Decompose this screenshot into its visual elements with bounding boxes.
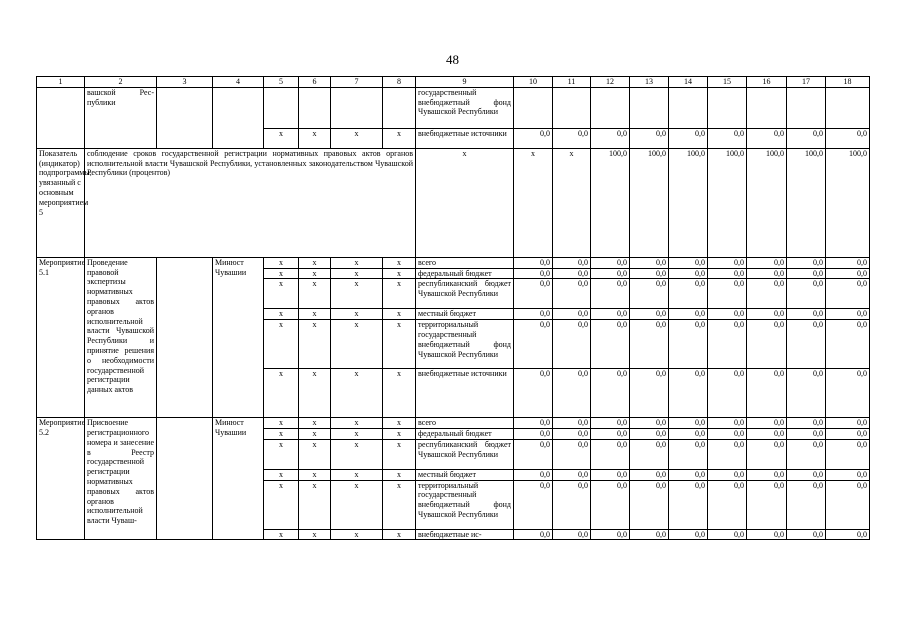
value-cell: 0,0: [708, 439, 747, 469]
value-cell: 0,0: [591, 320, 630, 369]
value-cell: 0,0: [787, 309, 826, 320]
empty-cell: [331, 87, 383, 128]
x-mark: x: [383, 309, 416, 320]
column-number: 8: [383, 77, 416, 88]
value-cell: 0,0: [669, 439, 708, 469]
x-mark: x: [264, 529, 299, 540]
column-number: 10: [514, 77, 553, 88]
empty-cell: [787, 87, 826, 128]
value-cell: 0,0: [669, 428, 708, 439]
column-number: 1: [37, 77, 85, 88]
column-number: 4: [213, 77, 264, 88]
table-row: [37, 257, 870, 268]
x-mark: x: [299, 257, 331, 268]
column-number: 2: [85, 77, 157, 88]
empty-cell: [553, 87, 591, 128]
value-cell: 0,0: [553, 279, 591, 309]
value-cell: 0,0: [708, 369, 747, 418]
value-cell: 0,0: [826, 480, 870, 529]
value-cell: 0,0: [591, 428, 630, 439]
column-number: 13: [630, 77, 669, 88]
value-cell: 0,0: [514, 128, 553, 148]
value-cell: 0,0: [514, 309, 553, 320]
value-cell: 0,0: [591, 469, 630, 480]
column-number: 9: [416, 77, 514, 88]
x-mark: x: [299, 428, 331, 439]
funding-source: всего: [416, 257, 514, 268]
x-mark: x: [331, 480, 383, 529]
value-cell: 0,0: [669, 309, 708, 320]
value-cell: 0,0: [708, 320, 747, 369]
empty-cell: [37, 128, 85, 148]
value-cell: 0,0: [708, 279, 747, 309]
x-mark: x: [264, 257, 299, 268]
x-mark: x: [383, 428, 416, 439]
x-mark: x: [383, 418, 416, 429]
x-mark: x: [331, 268, 383, 279]
x-mark: x: [264, 428, 299, 439]
value-cell: 0,0: [747, 439, 787, 469]
x-mark: x: [299, 369, 331, 418]
event-executor: Минюст Чувашии: [213, 257, 264, 417]
value-cell: 0,0: [708, 529, 747, 540]
value-cell: 0,0: [591, 257, 630, 268]
value-cell: 0,0: [826, 369, 870, 418]
x-mark: x: [264, 369, 299, 418]
value-cell: 0,0: [787, 279, 826, 309]
x-mark: x: [331, 309, 383, 320]
empty-cell: [213, 87, 264, 128]
x-mark: x: [299, 268, 331, 279]
x-mark: x: [383, 257, 416, 268]
value-cell: 0,0: [591, 439, 630, 469]
empty-cell: [264, 87, 299, 128]
value-cell: 0,0: [630, 428, 669, 439]
indicator-value: 100,0: [591, 148, 630, 257]
value-cell: 0,0: [669, 369, 708, 418]
value-cell: 0,0: [826, 279, 870, 309]
value-cell: 0,0: [747, 268, 787, 279]
value-cell: 0,0: [553, 529, 591, 540]
empty-cell: [213, 128, 264, 148]
funding-source: государственный внебюджетный фонд Чувашской Республики: [416, 87, 514, 128]
value-cell: 0,0: [514, 439, 553, 469]
value-cell: 0,0: [630, 369, 669, 418]
value-cell: 0,0: [553, 469, 591, 480]
x-mark: x: [299, 529, 331, 540]
value-cell: 0,0: [630, 320, 669, 369]
funding-source: внебюджетные ис-: [416, 529, 514, 540]
x-mark: x: [383, 128, 416, 148]
value-cell: 0,0: [591, 268, 630, 279]
funding-source: территориальный государственный внебюджетный фонд Чувашской Республики: [416, 480, 514, 529]
value-cell: 0,0: [591, 529, 630, 540]
value-cell: 0,0: [553, 418, 591, 429]
column-number: 7: [331, 77, 383, 88]
value-cell: 0,0: [787, 128, 826, 148]
value-cell: 0,0: [630, 257, 669, 268]
x-mark: x: [264, 418, 299, 429]
value-cell: 0,0: [630, 439, 669, 469]
column-number: 17: [787, 77, 826, 88]
x-mark: x: [331, 529, 383, 540]
value-cell: 0,0: [787, 469, 826, 480]
value-cell: 0,0: [708, 268, 747, 279]
empty-cell: [37, 87, 85, 128]
x-mark: x: [383, 439, 416, 469]
value-cell: 0,0: [787, 480, 826, 529]
table-row: [37, 87, 870, 128]
value-cell: 0,0: [630, 529, 669, 540]
value-cell: 0,0: [514, 469, 553, 480]
value-cell: 0,0: [708, 128, 747, 148]
value-cell: 0,0: [826, 439, 870, 469]
event-id: Мероприятие 5.1: [37, 257, 85, 417]
column-number: 15: [708, 77, 747, 88]
value-cell: 0,0: [669, 279, 708, 309]
value-cell: 0,0: [787, 529, 826, 540]
value-cell: 0,0: [591, 279, 630, 309]
value-cell: 0,0: [787, 428, 826, 439]
value-cell: 0,0: [514, 529, 553, 540]
x-mark: x: [416, 148, 514, 257]
value-cell: 0,0: [514, 257, 553, 268]
value-cell: 0,0: [826, 309, 870, 320]
event-name: Проведение правовой экспертизы нормативных правовых актов органов исполнительной власти Чувашской Республики и принятие решения о необходимости государственной регистрации данных актов: [85, 257, 157, 417]
x-mark: x: [299, 279, 331, 309]
value-cell: 0,0: [826, 128, 870, 148]
x-mark: x: [264, 320, 299, 369]
value-cell: 0,0: [747, 257, 787, 268]
value-cell: 0,0: [708, 428, 747, 439]
value-cell: 0,0: [553, 369, 591, 418]
x-mark: x: [264, 480, 299, 529]
x-mark: x: [264, 309, 299, 320]
value-cell: 0,0: [553, 320, 591, 369]
value-cell: 0,0: [747, 369, 787, 418]
empty-cell: [747, 87, 787, 128]
value-cell: 0,0: [553, 480, 591, 529]
empty-cell: [514, 87, 553, 128]
value-cell: 0,0: [826, 418, 870, 429]
value-cell: 0,0: [826, 529, 870, 540]
value-cell: 0,0: [669, 418, 708, 429]
value-cell: 0,0: [708, 309, 747, 320]
value-cell: 0,0: [553, 268, 591, 279]
empty-cell: [85, 128, 157, 148]
x-mark: x: [331, 469, 383, 480]
column-number: 11: [553, 77, 591, 88]
column-number: 18: [826, 77, 870, 88]
x-mark: x: [331, 128, 383, 148]
value-cell: 0,0: [514, 418, 553, 429]
empty-cell: [591, 87, 630, 128]
x-mark: x: [264, 469, 299, 480]
value-cell: 0,0: [787, 268, 826, 279]
value-cell: 0,0: [514, 428, 553, 439]
funding-source: федеральный бюджет: [416, 268, 514, 279]
value-cell: 0,0: [747, 480, 787, 529]
x-mark: x: [383, 480, 416, 529]
empty-cell: [157, 418, 213, 540]
value-cell: 0,0: [553, 257, 591, 268]
program-table: [36, 76, 870, 540]
indicator-value: 100,0: [826, 148, 870, 257]
value-cell: 0,0: [826, 428, 870, 439]
x-mark: x: [264, 439, 299, 469]
value-cell: 0,0: [630, 279, 669, 309]
value-cell: 0,0: [826, 257, 870, 268]
x-mark: x: [331, 257, 383, 268]
empty-cell: [383, 87, 416, 128]
x-mark: x: [299, 320, 331, 369]
value-cell: 0,0: [747, 418, 787, 429]
x-mark: x: [264, 128, 299, 148]
value-cell: 0,0: [826, 469, 870, 480]
value-cell: 0,0: [787, 320, 826, 369]
column-number: 16: [747, 77, 787, 88]
funding-source: местный бюджет: [416, 469, 514, 480]
value-cell: 0,0: [514, 480, 553, 529]
value-cell: 0,0: [553, 428, 591, 439]
value-cell: 0,0: [669, 469, 708, 480]
funding-source: всего: [416, 418, 514, 429]
indicator-value: 100,0: [669, 148, 708, 257]
empty-cell: [630, 87, 669, 128]
event-name: Присвоение регистрационного номера и занесение в Реестр государственной регистрации нормативных правовых актов органов исполнительной власти Чуваш-: [85, 418, 157, 540]
funding-source: республиканский бюджет Чувашской Республики: [416, 439, 514, 469]
value-cell: 0,0: [747, 128, 787, 148]
indicator-value: 100,0: [747, 148, 787, 257]
x-mark: x: [331, 279, 383, 309]
x-mark: x: [299, 309, 331, 320]
indicator-value: 100,0: [787, 148, 826, 257]
value-cell: 0,0: [787, 369, 826, 418]
empty-cell: [157, 128, 213, 148]
x-mark: x: [383, 529, 416, 540]
value-cell: 0,0: [669, 529, 708, 540]
value-cell: 0,0: [787, 257, 826, 268]
value-cell: 0,0: [669, 268, 708, 279]
value-cell: 0,0: [630, 418, 669, 429]
value-cell: 0,0: [514, 369, 553, 418]
indicator-value: 100,0: [708, 148, 747, 257]
value-cell: 0,0: [553, 439, 591, 469]
funding-source: местный бюджет: [416, 309, 514, 320]
event-id: Мероприятие 5.2: [37, 418, 85, 540]
funding-source: республиканский бюджет Чувашской Республики: [416, 279, 514, 309]
funding-source: территориальный государственный внебюджетный фонд Чувашской Республики: [416, 320, 514, 369]
x-mark: x: [299, 439, 331, 469]
value-cell: 0,0: [708, 480, 747, 529]
x-mark: x: [383, 320, 416, 369]
x-mark: x: [264, 279, 299, 309]
value-cell: 0,0: [708, 418, 747, 429]
empty-cell: [157, 257, 213, 417]
value-cell: 0,0: [514, 320, 553, 369]
column-number: 5: [264, 77, 299, 88]
event-executor: Минюст Чувашии: [213, 418, 264, 540]
indicator-value: 100,0: [630, 148, 669, 257]
value-cell: 0,0: [669, 128, 708, 148]
funding-source: внебюджетные источники: [416, 128, 514, 148]
x-mark: x: [331, 369, 383, 418]
x-mark: x: [299, 480, 331, 529]
indicator-row: [37, 148, 870, 257]
value-cell: 0,0: [630, 128, 669, 148]
column-number: 3: [157, 77, 213, 88]
value-cell: 0,0: [591, 309, 630, 320]
value-cell: 0,0: [826, 268, 870, 279]
value-cell: 0,0: [591, 418, 630, 429]
value-cell: 0,0: [514, 268, 553, 279]
column-number-row: [37, 77, 870, 88]
x-mark: x: [383, 469, 416, 480]
value-cell: 0,0: [591, 128, 630, 148]
value-cell: 0,0: [708, 257, 747, 268]
table-row: [37, 418, 870, 429]
x-mark: x: [331, 320, 383, 369]
value-cell: 0,0: [669, 480, 708, 529]
empty-cell: [669, 87, 708, 128]
column-number: 6: [299, 77, 331, 88]
value-cell: 0,0: [630, 480, 669, 529]
value-cell: 0,0: [826, 320, 870, 369]
empty-cell: [826, 87, 870, 128]
x-mark: x: [331, 428, 383, 439]
value-cell: 0,0: [553, 128, 591, 148]
x-mark: x: [383, 268, 416, 279]
page-number: 48: [446, 52, 459, 67]
funding-source: внебюджетные источники: [416, 369, 514, 418]
value-cell: 0,0: [747, 320, 787, 369]
empty-cell: [157, 87, 213, 128]
value-cell: 0,0: [787, 439, 826, 469]
value-cell: 0,0: [747, 529, 787, 540]
value-cell: 0,0: [669, 320, 708, 369]
x-mark: x: [299, 469, 331, 480]
column-number: 14: [669, 77, 708, 88]
empty-cell: [708, 87, 747, 128]
value-cell: 0,0: [553, 309, 591, 320]
value-cell: 0,0: [514, 279, 553, 309]
x-mark: x: [264, 268, 299, 279]
value-cell: 0,0: [708, 469, 747, 480]
value-cell: 0,0: [747, 469, 787, 480]
value-cell: 0,0: [630, 268, 669, 279]
indicator-label: Показатель (индикатор) подпрограммы, увязанный с основным мероприятием 5: [37, 148, 85, 257]
value-cell: 0,0: [630, 309, 669, 320]
value-cell: 0,0: [747, 428, 787, 439]
value-cell: 0,0: [787, 418, 826, 429]
indicator-value: x: [553, 148, 591, 257]
value-cell: 0,0: [669, 257, 708, 268]
table-row: [37, 128, 870, 148]
indicator-text: соблюдение сроков государственной регистрации нормативных правовых актов органов исполнительной власти Чувашской Республики, установленных законодательством Чувашской Республики (процентов): [85, 148, 416, 257]
x-mark: x: [299, 128, 331, 148]
value-cell: 0,0: [630, 469, 669, 480]
empty-cell: [299, 87, 331, 128]
x-mark: x: [299, 418, 331, 429]
value-cell: 0,0: [591, 480, 630, 529]
value-cell: 0,0: [591, 369, 630, 418]
x-mark: x: [383, 369, 416, 418]
x-mark: x: [331, 418, 383, 429]
funding-source: федеральный бюджет: [416, 428, 514, 439]
indicator-value: x: [514, 148, 553, 257]
value-cell: 0,0: [747, 279, 787, 309]
event-name: вашской Рес-публики: [85, 87, 157, 128]
x-mark: x: [331, 439, 383, 469]
value-cell: 0,0: [747, 309, 787, 320]
x-mark: x: [383, 279, 416, 309]
column-number: 12: [591, 77, 630, 88]
